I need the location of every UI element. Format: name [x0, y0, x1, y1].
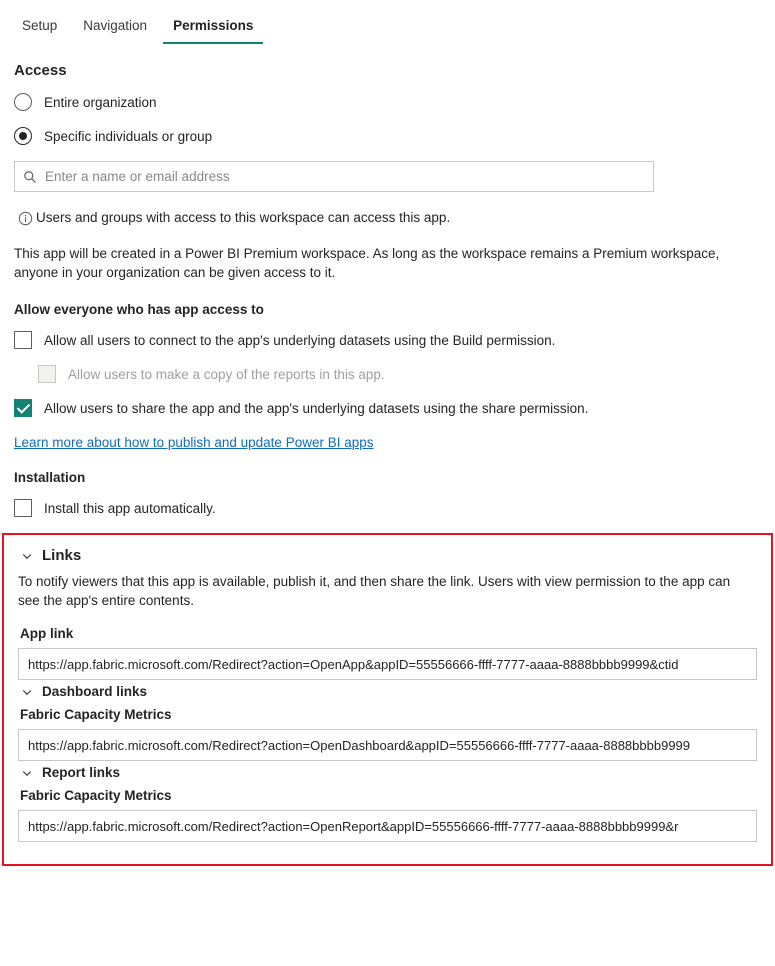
tab-permissions[interactable]: Permissions	[163, 12, 263, 44]
search-input[interactable]	[45, 162, 653, 191]
people-picker[interactable]	[14, 161, 654, 192]
checkbox-copy-reports-label: Allow users to make a copy of the reports in this app.	[68, 366, 385, 382]
dashboard-links-heading: Dashboard links	[42, 684, 148, 699]
checkbox-copy-reports	[38, 365, 761, 383]
checkbox-build-permission-indicator	[14, 331, 32, 349]
chevron-down-icon	[18, 767, 36, 779]
search-icon	[15, 170, 45, 184]
checkbox-share-permission-label: Allow users to share the app and the app's underlying datasets using the share permission.	[44, 400, 589, 416]
radio-specific-individuals-indicator	[14, 127, 32, 145]
tab-navigation[interactable]: Navigation	[83, 18, 148, 33]
installation-heading: Installation	[14, 470, 86, 485]
chevron-down-icon	[18, 686, 36, 698]
radio-entire-organization-label: Entire organization	[44, 94, 157, 110]
radio-specific-individuals-label: Specific individuals or group	[44, 128, 213, 144]
checkbox-install-automatically-label: Install this app automatically.	[44, 500, 216, 516]
learn-more-link[interactable]: Learn more about how to publish and update Power BI apps	[14, 435, 374, 450]
report-link-group	[18, 788, 757, 842]
tab-setup[interactable]: Setup	[22, 18, 58, 33]
checkbox-build-permission[interactable]	[14, 331, 761, 349]
report-links-collapse-toggle[interactable]	[18, 765, 757, 780]
app-link-group	[18, 626, 757, 680]
links-description: To notify viewers that this app is available, publish it, and then share the link. Users with view permission to the app can see the app's entire contents.	[18, 574, 731, 608]
radio-entire-organization[interactable]	[14, 93, 761, 111]
app-link-url[interactable]: https://app.fabric.microsoft.com/Redirect?action=OpenApp&appID=55556666-ffff-7777-aaaa-8888bbbb9999&ctid	[18, 648, 757, 680]
tab-bar	[0, 0, 775, 44]
allow-heading: Allow everyone who has app access to	[14, 302, 264, 317]
workspace-access-info-text: Users and groups with access to this workspace can access this app.	[36, 210, 451, 225]
checkbox-share-permission[interactable]	[14, 399, 761, 417]
checkbox-share-permission-indicator	[14, 399, 32, 417]
chevron-down-icon	[18, 550, 36, 562]
dashboard-link-url[interactable]: https://app.fabric.microsoft.com/Redirect?action=OpenDashboard&appID=55556666-ffff-7777-aaaa-8888bbbb9999	[18, 729, 757, 761]
radio-entire-organization-indicator	[14, 93, 32, 111]
dashboard-links-collapse-toggle[interactable]	[18, 684, 757, 699]
dashboard-link-group	[18, 707, 757, 761]
links-section	[2, 533, 773, 866]
report-links-heading: Report links	[42, 765, 121, 780]
permissions-pane	[0, 62, 775, 517]
links-collapse-toggle[interactable]	[18, 547, 757, 564]
info-icon	[14, 210, 36, 226]
report-link-url[interactable]: https://app.fabric.microsoft.com/Redirect?action=OpenReport&appID=55556666-ffff-7777-aaaa-8888bbbb9999&r	[18, 810, 757, 842]
dashboard-link-label: Fabric Capacity Metrics	[20, 707, 172, 722]
report-link-label: Fabric Capacity Metrics	[20, 788, 172, 803]
app-link-label: App link	[20, 626, 74, 641]
checkbox-copy-reports-indicator	[38, 365, 56, 383]
premium-workspace-note: This app will be created in a Power BI Premium workspace. As long as the workspace remains a Premium workspace, anyone in your organization can be given access to it.	[14, 246, 720, 280]
checkbox-build-permission-label: Allow all users to connect to the app's underlying datasets using the Build permission.	[44, 332, 556, 348]
checkbox-install-automatically[interactable]	[14, 499, 761, 517]
workspace-access-info	[14, 210, 761, 226]
access-heading: Access	[14, 62, 67, 79]
checkbox-install-automatically-indicator	[14, 499, 32, 517]
links-heading: Links	[42, 547, 82, 564]
radio-specific-individuals[interactable]	[14, 127, 761, 145]
